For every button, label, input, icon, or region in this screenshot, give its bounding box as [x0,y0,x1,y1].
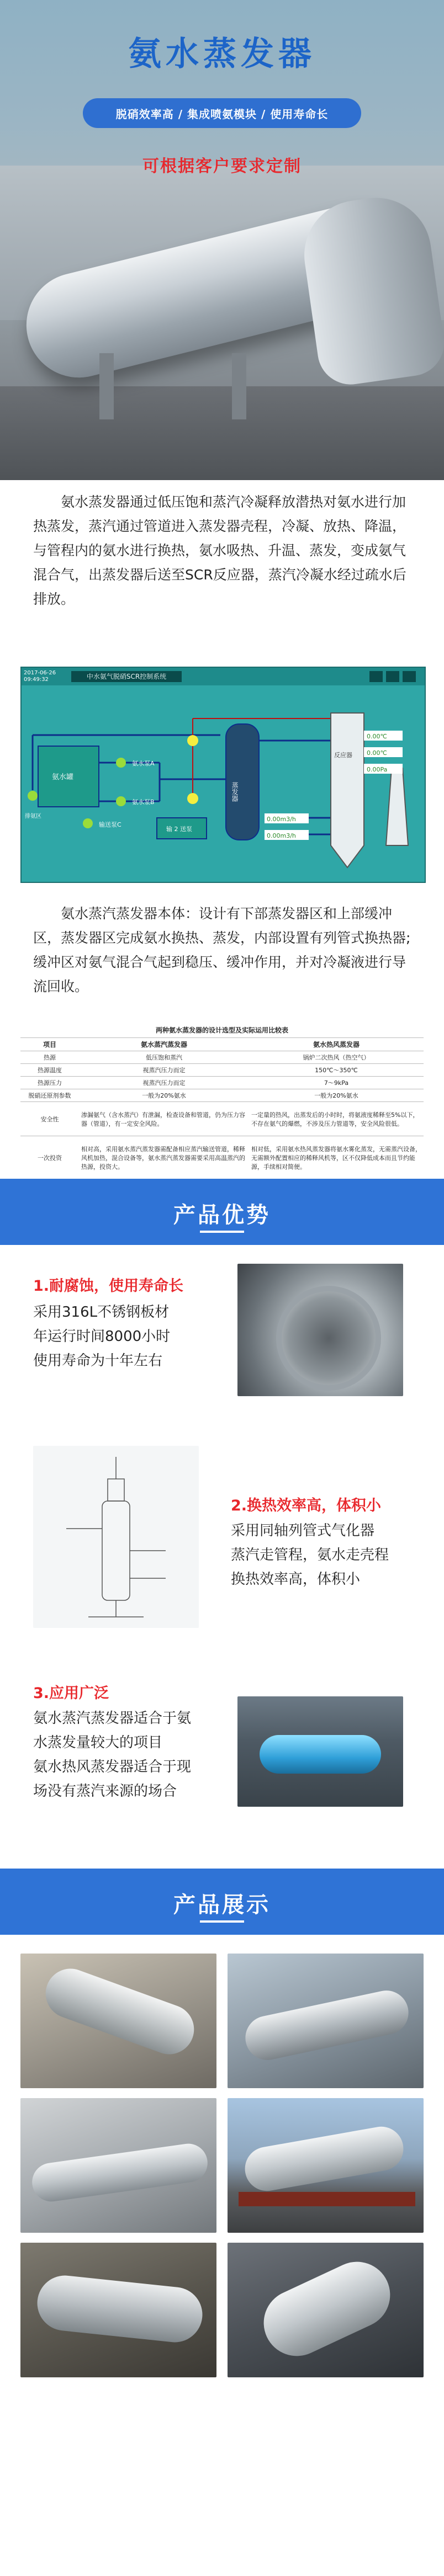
body-paragraph: 氨水蒸汽蒸发器本体：设计有下部蒸发器区和上部缓冲区，蒸发器区完成氨水换热、蒸发，内部设置有列管式换热器;缓冲区对氨气混合气起到稳压、缓冲作用，并对冷凝液进行导流回收。 [33,906,411,994]
svg-text:氨水泵B: 氨水泵B [132,799,155,806]
scr-control-diagram [20,667,426,883]
chimney [386,768,408,845]
svg-text:蒸发器: 蒸发器 [231,782,239,802]
showcase-photo-1 [20,1954,216,2088]
table-row: 热源压力 视蒸汽压力而定 7～9kPa [20,1077,424,1089]
advantage-1-text: 采用316L不锈钢板材 年运行时间8000小时 使用寿命为十年左右 [33,1304,171,1369]
table-row: 热源温度 视蒸汽压力而定 150℃～350℃ [20,1064,424,1077]
ammonia-tank-label: 氨水罐 [52,773,74,781]
valve-icon[interactable] [187,735,198,746]
advantage-2-title: 2.换热效率高，体积小 [231,1497,382,1514]
showcase-photo-6 [228,2243,424,2377]
table-header-row: 项目 氨水蒸汽蒸发器 氨水热风蒸发器 [20,1038,424,1051]
advantages-section-header [0,1179,444,1245]
pump-d-icon[interactable] [83,818,93,828]
advantage-3-title: 3.应用广泛 [33,1685,109,1702]
hero-banner [0,0,444,480]
comparison-table-title: 两种氨水蒸发器的设计选型及实际运用比较表 [155,1026,288,1034]
showcase-section-title: 产品展示 [173,1892,271,1918]
readout-2: 0.00℃ [367,749,387,757]
svg-text:氨水泵A: 氨水泵A [132,760,155,767]
readout-4: 0.00m3/h [267,816,296,823]
showcase-photo-5 [20,2243,216,2377]
table-row: 热源 低压饱和蒸汽 锅炉二次热风（热空气） [20,1051,424,1064]
process-flow-diagram [22,685,425,882]
pump-a-icon[interactable] [116,758,126,768]
readout-3: 0.00Pa [367,766,388,773]
advantage-3-photo [237,1696,403,1807]
advantage-1-photo [237,1264,403,1396]
pump-b-icon[interactable] [116,796,126,806]
table-row: 安全性 渗漏氨气（含水蒸汽）有泄漏，检查设备和管道，仍为压力容器（管道），有一定安全风险。 一定量的热风，出蒸发后的小时时，将氨液度稀释至5%以下，不存在氨气的爆燃，不涉及压力管道等，安全风险很低。 [20,1102,424,1136]
readout-5: 0.00m3/h [267,832,296,839]
svg-text:输 2 送泵: 输 2 送泵 [166,826,192,833]
advantage-1-title: 1.耐腐蚀，使用寿命长 [33,1278,184,1295]
pump-c-icon[interactable] [28,791,38,801]
svg-text:反应器: 反应器 [334,752,352,759]
showcase-section-header [0,1869,444,1935]
diagram-clock: 2017-06-26 09:49:32 [24,670,56,683]
advantage-2-text: 采用同轴列管式气化器 蒸汽走管程，氨水走壳程 换热效率高，体积小 [231,1523,389,1588]
svg-text:输送泵C: 输送泵C [99,821,121,828]
advantage-2-drawing [33,1446,199,1628]
advantages-section-title: 产品优势 [173,1202,271,1228]
showcase-photo-2 [228,1954,424,2088]
svg-text:排氨区: 排氨区 [25,813,41,819]
table-row: 脱硝还原剂参数 一般为20%氨水 一般为20%氨水 [20,1089,424,1102]
showcase-photo-4 [228,2098,424,2233]
table-row: 一次投资 相对高，采用氨水蒸汽蒸发器需配备相应蒸汽输送管道，稀释风机加热，混合设备等，氨水蒸汽蒸发器需要采用高温蒸汽的热源，投资大。 相对低，采用氨水热风蒸发器将氨水雾化蒸发，无需蒸汽设备，无需额外配置相应的稀释风机等，区不仅降低成本而且节约能源，手续相对简便。 [20,1136,424,1179]
advantage-3-text: 氨水蒸汽蒸发器适合于氨 水蒸发量较大的项目 氨水热风蒸发器适合于现 场没有蒸汽来源的场合 [33,1710,192,1800]
custom-subtitle: 可根据客户要求定制 [142,157,302,176]
feature-banner: 脱硝效率高 / 集成喷氨模块 / 使用寿命长 [83,98,361,128]
intro-paragraph: 氨水蒸发器通过低压饱和蒸汽冷凝释放潜热对氨水进行加热蒸发，蒸汽通过管道进入蒸发器壳程，冷凝、放热、降温，与管程内的氨水进行换热，氨水吸热、升温、蒸发，变成氨气混合气，出蒸发器后送至SCR反应器，蒸汽冷凝水经过疏水后排放。 [33,494,406,607]
evaporator-drawing-icon [33,1446,199,1628]
readout-1: 0.00℃ [367,733,387,740]
page-title: 氨水蒸发器 [128,35,316,72]
scr-reactor [331,713,364,867]
showcase-photo-3 [20,2098,216,2233]
diagram-tab[interactable]: 中水氨气脱硝SCR控制系统 [71,671,182,682]
